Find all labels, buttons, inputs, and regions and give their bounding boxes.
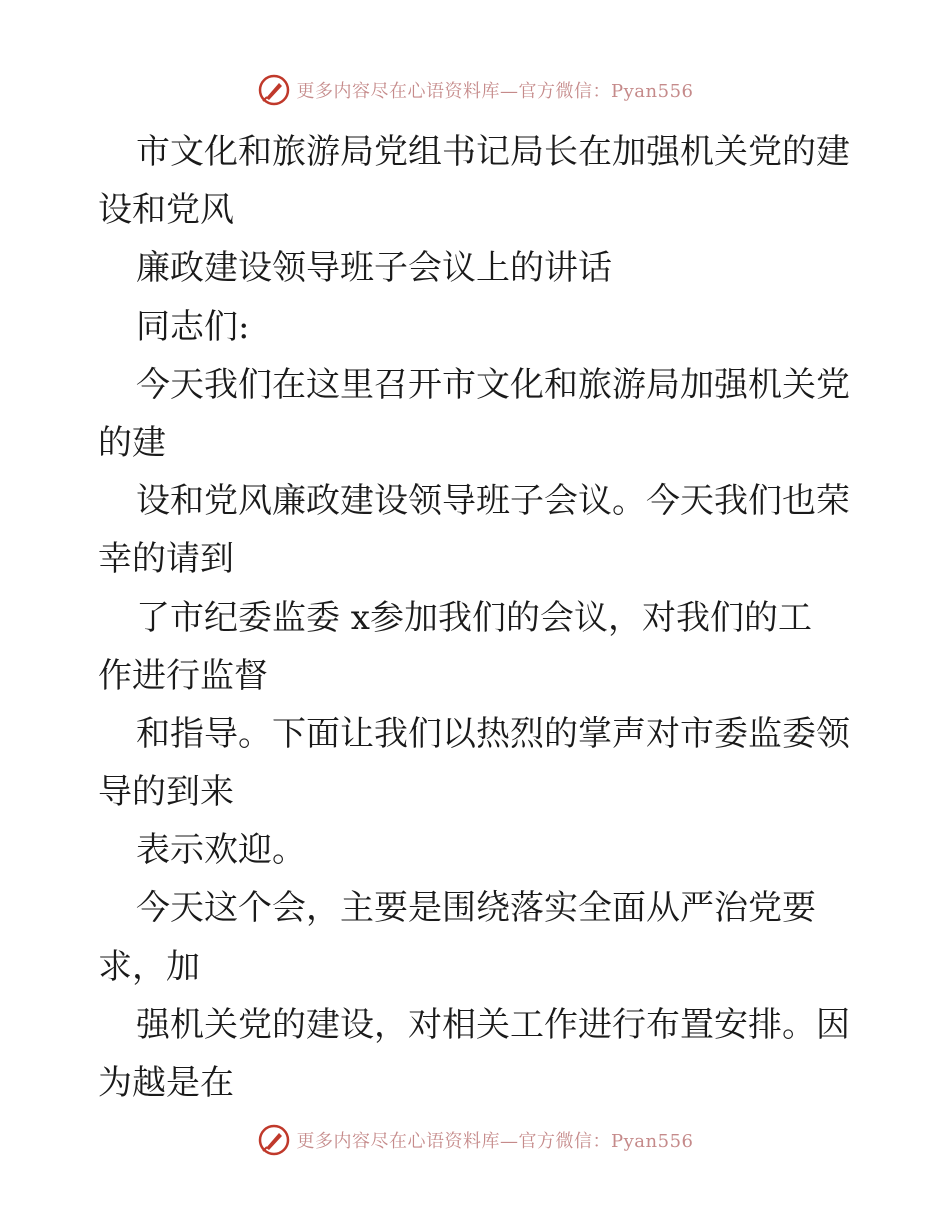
text-line: 和指导。下面让我们以热烈的掌声对市委监委领: [136, 713, 850, 754]
text-line: 了市纪委监委 x参加我们的会议，对我们的工: [136, 597, 812, 638]
text-line: 的建: [98, 422, 166, 463]
text-line: 表示欢迎。: [136, 830, 306, 871]
footer-banner: [0, 1120, 950, 1160]
text-line: 同志们:: [136, 306, 250, 347]
text-line: 幸的请到: [98, 539, 234, 580]
text-line: 为越是在: [98, 1063, 234, 1103]
quill-pen-logo-icon: [257, 73, 291, 107]
text-line: 强机关党的建设，对相关工作进行布置安排。因: [136, 1004, 850, 1045]
text-line: 作进行监督: [98, 655, 268, 696]
text-line: 设和党风: [98, 190, 234, 231]
text-line: 导的到来: [98, 772, 234, 813]
banner-text: 更多内容尽在心语资料库—官方微信：Pyan556: [296, 81, 694, 102]
text-line: 求，加: [98, 946, 200, 987]
text-line: 设和党风廉政建设领导班子会议。今天我们也荣: [136, 481, 850, 522]
text-line: 市文化和旅游局党组书记局长在加强机关党的建: [136, 132, 850, 172]
banner-text: 更多内容尽在心语资料库—官方微信：Pyan556: [296, 1131, 694, 1152]
text-line: 今天这个会，主要是围绕落实全面从严治党要: [136, 888, 816, 929]
quill-pen-logo-icon: [257, 1123, 291, 1157]
header-banner: [0, 70, 950, 110]
text-line: 今天我们在这里召开市文化和旅游局加强机关党: [136, 364, 850, 405]
document-body: [98, 123, 858, 1112]
text-line: 廉政建设领导班子会议上的讲话: [136, 248, 612, 289]
